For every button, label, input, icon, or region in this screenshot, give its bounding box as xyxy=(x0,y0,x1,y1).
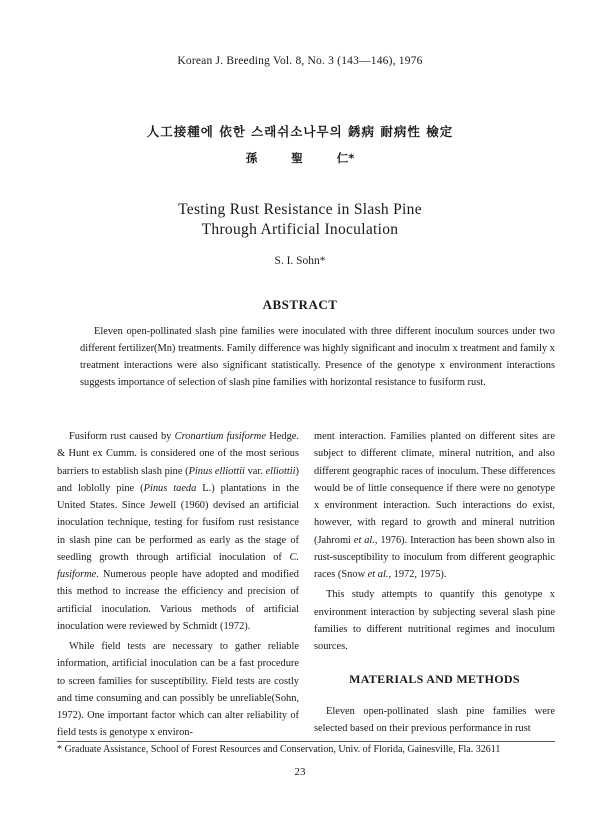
intro-paragraph-3 xyxy=(314,428,555,583)
species-name: elliottii xyxy=(265,465,296,477)
left-column xyxy=(57,428,299,742)
methods-paragraph-1: Eleven open-pollinated slash pine families were selected based on their previous performance in rust xyxy=(314,705,555,734)
citation-etal: et al. xyxy=(367,569,389,580)
abstract-heading: ABSTRACT xyxy=(262,297,338,312)
intro-paragraph-4: This study attempts to quantify this genotype x environment interaction by subjecting several slash pine families to different nutritional regimes and inoculum sources. xyxy=(314,589,555,652)
intro-paragraph-1 xyxy=(57,428,299,635)
footnote-rule xyxy=(57,741,555,742)
author-name: S. I. Sohn* xyxy=(274,255,326,267)
text-run: , 1976). Interaction has been shown also in rust-susceptibility to inoculum from different geographic races (Snow xyxy=(314,534,555,580)
species-name: C. fusiforme xyxy=(57,551,299,580)
text-run: ) and loblolly pine ( xyxy=(57,465,300,494)
paper-title-line-2: Through Artificial Inoculation xyxy=(201,221,399,238)
korean-author: 孫 聖 仁* xyxy=(245,151,355,165)
citation-etal: et al. xyxy=(353,534,375,546)
text-run: var. xyxy=(244,465,266,477)
page-number: 23 xyxy=(294,766,306,778)
methods-heading: MATERIALS AND METHODS xyxy=(349,672,520,687)
text-run: ment interaction. Families planted on different sites are subject to different climate, mineral nutrition, and also different geographic races of inoculum. These differences would be of little consequence if there were no genotype x environment interaction. Such interactions do exist, however, with regard to growth and mineral nutrition (Jahromi xyxy=(314,431,555,546)
paper-title-line-1: Testing Rust Resistance in Slash Pine xyxy=(178,201,422,218)
journal-citation: Korean J. Breeding Vol. 8, No. 3 (143—146), 1976 xyxy=(177,55,423,67)
abstract-text: Eleven open-pollinated slash pine families were inoculated with three different inoculum sources under two different fertilizer(Mn) treatments. Family difference was highly significant and inoculm x treatment and family x treatment interactions were also significant statistically. Presence of the genotype x environment interactions suggests importance of selection of slash pine families with horizontal resistance to fusiform rust. xyxy=(80,326,555,389)
text-run: Hedge. & Hunt ex Cumm. is considered one of the most serious barriers to establish slash pine ( xyxy=(57,431,299,477)
affiliation-footnote: * Graduate Assistance, School of Forest Resources and Conservation, Univ. of Florida, Gainesville, Fla. 32611 xyxy=(57,744,501,755)
text-run: . Numerous people have adopted and modified this method to increase the efficiency and precision of artificial inoculation. Various methods of artificial inoculation were reviewed by Schmidt (1972). xyxy=(57,569,299,632)
text-run: , 1972, 1975). xyxy=(388,569,447,580)
intro-paragraph-2: While field tests are necessary to gather reliable information, artificial inoculation can be a fast procedure to screen families for susceptibility. Field tests are costly and time consuming and can possibly be unreliable(Sohn, 1972). One important factor which can alter reliability of field tests is genotype x environ- xyxy=(57,641,299,739)
species-name: Cronartium fusiforme xyxy=(174,431,266,442)
korean-title: 人工接種에 依한 스래쉬소나무의 銹病 耐病性 檢定 xyxy=(146,124,454,139)
right-column xyxy=(314,428,555,737)
text-run: L.) plantations in the United States. Since Jewell (1960) devised an artificial inoculation technique, testing for fusifom rust resistance in slash pine can be performed as early as the stage of seedling growth through artificial inoculation of xyxy=(57,482,299,563)
text-run: Fusiform rust caused by xyxy=(69,431,175,442)
species-name: Pinus elliottii xyxy=(188,465,245,477)
species-name: Pinus taeda xyxy=(143,482,197,494)
